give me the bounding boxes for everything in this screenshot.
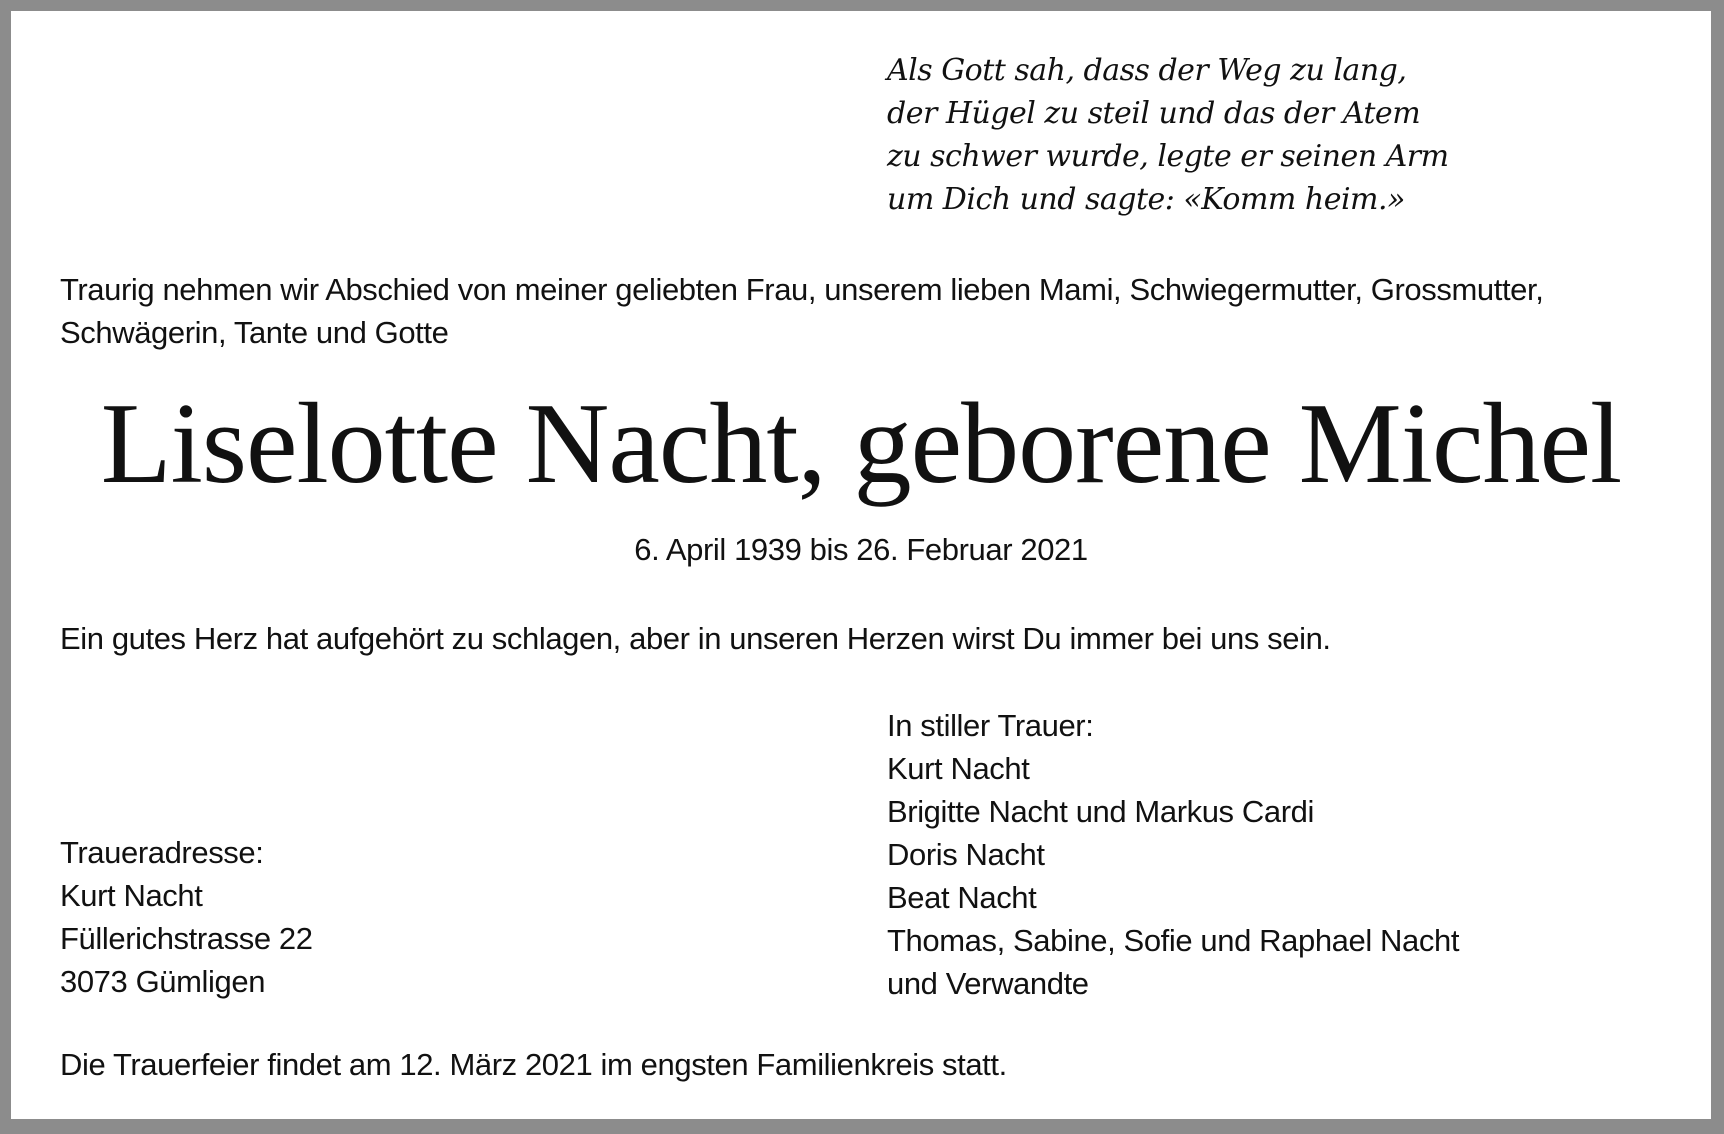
life-dates: 6. April 1939 bis 26. Februar 2021 <box>634 532 1088 567</box>
address-line: 3073 Gümligen <box>60 964 266 999</box>
mourners-heading: In stiller Trauer: <box>887 708 1094 743</box>
mourner-name: und Verwandte <box>887 966 1089 1001</box>
ceremony-notice: Die Trauerfeier findet am 12. März 2021 im engsten Familienkreis statt. <box>60 1047 1007 1082</box>
deceased-name: Liselotte Nacht, geborene Michel <box>100 380 1622 508</box>
memorial-sentence: Ein gutes Herz hat aufgehört zu schlagen, aber in unseren Herzen wirst Du immer bei uns sein. <box>60 621 1331 656</box>
poem-line: der Hügel zu steil und das der Atem <box>887 96 1421 131</box>
mourner-name: Beat Nacht <box>887 880 1037 915</box>
mourner-name: Brigitte Nacht und Markus Cardi <box>887 794 1314 829</box>
mourner-name: Thomas, Sabine, Sofie und Raphael Nacht <box>887 923 1460 958</box>
address-line: Füllerichstrasse 22 <box>60 921 313 956</box>
mourner-name: Kurt Nacht <box>887 751 1030 786</box>
poem-line: um Dich und sagte: «Komm heim.» <box>887 182 1405 217</box>
address-line: Kurt Nacht <box>60 878 203 913</box>
address-heading: Traueradresse: <box>60 835 264 870</box>
mourner-name: Doris Nacht <box>887 837 1045 872</box>
poem-line: zu schwer wurde, legte er seinen Arm <box>887 139 1449 174</box>
intro-text: Traurig nehmen wir Abschied von meiner geliebten Frau, unserem lieben Mami, Schwiegermutter, Grossmutter, Schwägerin, Tante und Gotte <box>60 272 1544 350</box>
mourners-list <box>887 704 1459 1005</box>
poem-line: Als Gott sah, dass der Weg zu lang, <box>887 53 1407 88</box>
mourning-address <box>60 831 313 1003</box>
obituary-page <box>11 11 1711 1119</box>
poem <box>887 49 1449 221</box>
